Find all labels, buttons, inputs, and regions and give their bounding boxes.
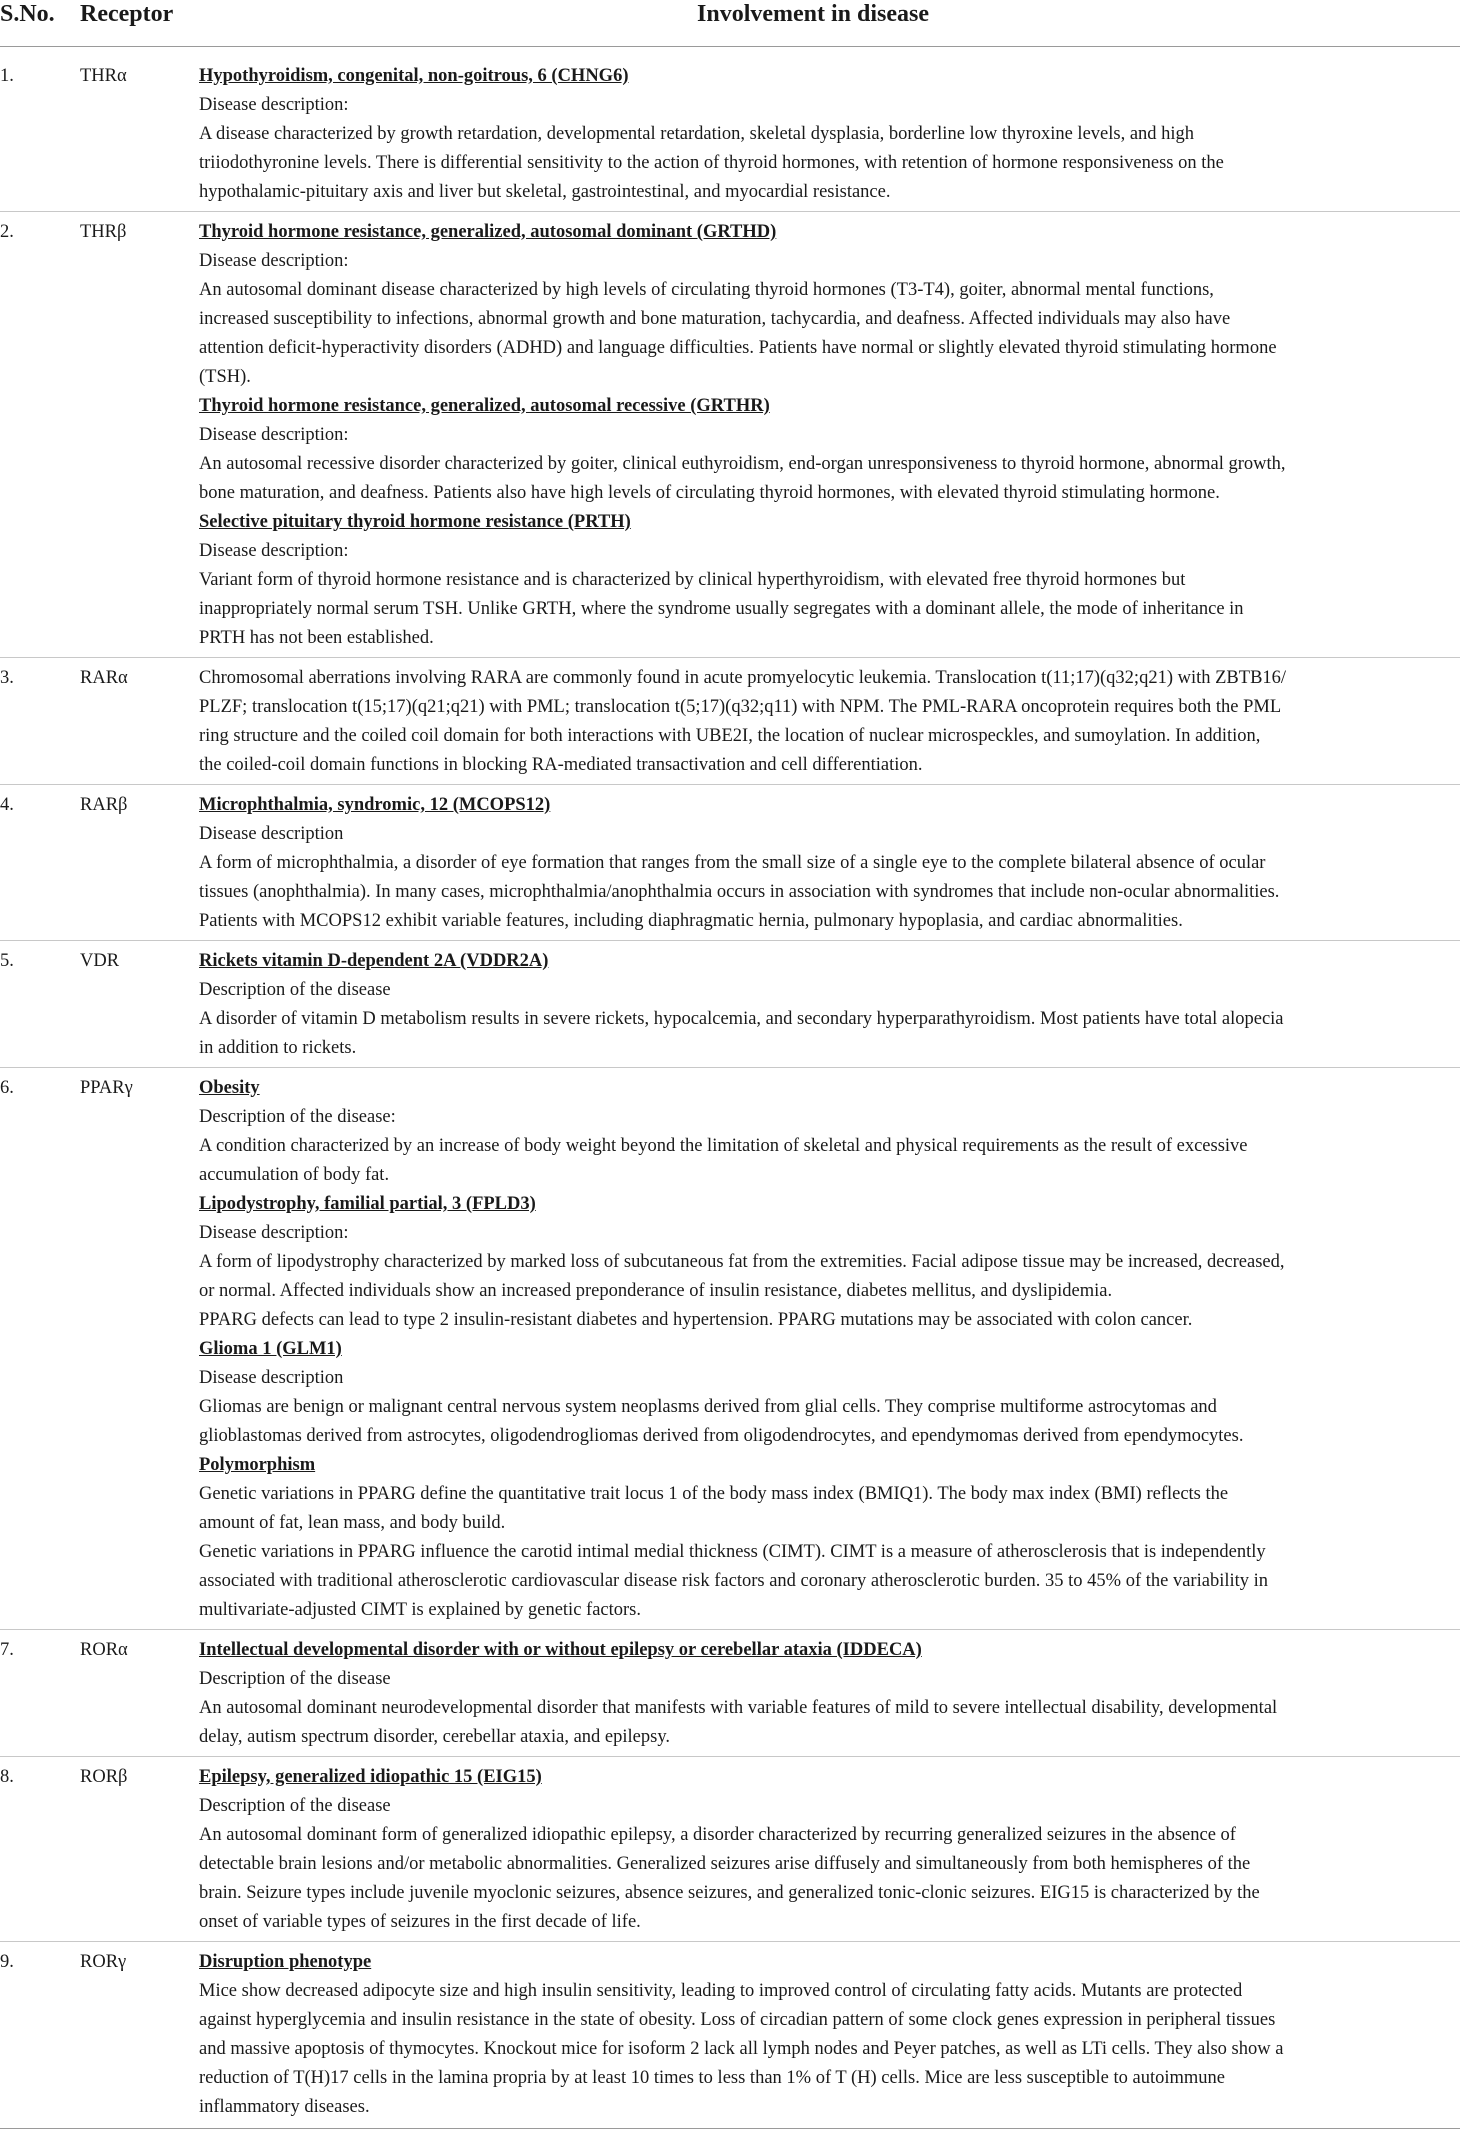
disease-description-line: amount of fat, lean mass, and body build. bbox=[199, 1513, 506, 1533]
row-involvement bbox=[199, 1763, 1457, 1937]
disease-description-line: the coiled-coil domain functions in blocking RA-mediated transactivation and cell differentiation. bbox=[199, 755, 923, 775]
disease-description-line: hypothalamic-pituitary axis and liver but skeletal, gastrointestinal, and myocardial resistance. bbox=[199, 182, 891, 202]
disease-description-line: A condition characterized by an increase of body weight beyond the limitation of skeletal and physical requirements as the result of excessive bbox=[199, 1136, 1248, 1156]
disease-description-line: Patients with MCOPS12 exhibit variable features, including diaphragmatic hernia, pulmonary hypoplasia, and cardiac abnormalities. bbox=[199, 911, 1183, 931]
row-divider bbox=[0, 1756, 1460, 1757]
row-involvement bbox=[199, 62, 1457, 207]
disease-description-line: in addition to rickets. bbox=[199, 1038, 357, 1058]
disease-name: Glioma 1 (GLM1) bbox=[199, 1339, 342, 1359]
disease-description-line: An autosomal dominant disease characterized by high levels of circulating thyroid hormones (T3-T4), goiter, abnormal mental functions, bbox=[199, 280, 1214, 300]
disease-name: Epilepsy, generalized idiopathic 15 (EIG15) bbox=[199, 1767, 542, 1787]
disease-description-line: An autosomal dominant neurodevelopmental disorder that manifests with variable features of mild to severe intellectual disability, developmental bbox=[199, 1698, 1278, 1718]
disease-description-line: Genetic variations in PPARG influence the carotid intimal medial thickness (CIMT). CIMT is a measure of atherosclerosis that is independently bbox=[199, 1542, 1266, 1562]
row-divider bbox=[0, 211, 1460, 212]
disease-description-line: detectable brain lesions and/or metabolic abnormalities. Generalized seizures arise diffusely and simultaneously from both hemispheres of the bbox=[199, 1854, 1251, 1874]
disease-description-line: inappropriately normal serum TSH. Unlike GRTH, where the syndrome usually segregates with a dominant allele, the mode of inheritance in bbox=[199, 599, 1244, 619]
disease-name: Obesity bbox=[199, 1078, 260, 1098]
disease-name: Intellectual developmental disorder with or without epilepsy or cerebellar ataxia (IDDECA) bbox=[199, 1640, 922, 1660]
disease-description-line: ring structure and the coiled coil domain for both interactions with UBE2I, the location of nuclear microspeckles, and sumoylation. In addition, bbox=[199, 726, 1261, 746]
disease-description-line: associated with traditional atherosclerotic cardiovascular disease risk factors and coronary atherosclerotic burden. 35 to 45% of the variability in bbox=[199, 1571, 1269, 1591]
disease-description-line: against hyperglycemia and insulin resistance in the state of obesity. Loss of circadian pattern of some clock genes expression in peripheral tissues bbox=[199, 2010, 1276, 2030]
disease-description-line: (TSH). bbox=[199, 367, 251, 387]
disease-description-line: delay, autism spectrum disorder, cerebellar ataxia, and epilepsy. bbox=[199, 1727, 670, 1747]
disease-description-line: multivariate-adjusted CIMT is explained by genetic factors. bbox=[199, 1600, 641, 1620]
disease-description-line: triiodothyronine levels. There is differential sensitivity to the action of thyroid hormones, with retention of hormone responsiveness on the bbox=[199, 153, 1224, 173]
disease-description-line: PPARG defects can lead to type 2 insulin-resistant diabetes and hypertension. PPARG mutations may be associated with colon cancer. bbox=[199, 1310, 1193, 1330]
row-number: 7. bbox=[0, 1640, 14, 1660]
disease-description-line: onset of variable types of seizures in the first decade of life. bbox=[199, 1912, 641, 1932]
disease-description-label: Description of the disease bbox=[199, 1669, 391, 1689]
header-involvement: Involvement in disease bbox=[697, 1, 930, 27]
disease-description-label: Description of the disease bbox=[199, 1796, 391, 1816]
disease-description-label: Disease description: bbox=[199, 251, 349, 271]
disease-name: Microphthalmia, syndromic, 12 (MCOPS12) bbox=[199, 795, 551, 815]
row-receptor: RORβ bbox=[80, 1767, 128, 1787]
disease-description-line: A disorder of vitamin D metabolism results in severe rickets, hypocalcemia, and secondary hyperparathyroidism. Most patients have total alopecia bbox=[199, 1009, 1284, 1029]
row-involvement bbox=[199, 664, 1457, 780]
row-number: 8. bbox=[0, 1767, 14, 1787]
row-involvement bbox=[199, 1074, 1457, 1625]
disease-description-label: Disease description bbox=[199, 824, 344, 844]
disease-description-line: or normal. Affected individuals show an increased preponderance of insulin resistance, diabetes mellitus, and dyslipidemia. bbox=[199, 1281, 1113, 1301]
row-receptor: THRα bbox=[80, 66, 127, 86]
disease-name: Disruption phenotype bbox=[199, 1952, 372, 1972]
row-number: 6. bbox=[0, 1078, 14, 1098]
disease-description-line: inflammatory diseases. bbox=[199, 2097, 370, 2117]
disease-description-line: PRTH has not been established. bbox=[199, 628, 434, 648]
disease-name: Rickets vitamin D-dependent 2A (VDDR2A) bbox=[199, 951, 549, 971]
disease-description-label: Disease description: bbox=[199, 1223, 349, 1243]
disease-description-line: reduction of T(H)17 cells in the lamina propria by at least 10 times to less than 1% of T (H) cells. Mice are less susceptible to autoimmune bbox=[199, 2068, 1225, 2088]
disease-description-line: Genetic variations in PPARG define the quantitative trait locus 1 of the body mass index (BMIQ1). The body max index (BMI) reflects the bbox=[199, 1484, 1229, 1504]
disease-description-line: An autosomal dominant form of generalized idiopathic epilepsy, a disorder characterized by recurring generalized seizures in the absence of bbox=[199, 1825, 1236, 1845]
row-divider bbox=[0, 940, 1460, 941]
disease-description-line: Mice show decreased adipocyte size and high insulin sensitivity, leading to improved control of circulating fatty acids. Mutants are protected bbox=[199, 1981, 1243, 2001]
disease-description-line: PLZF; translocation t(15;17)(q21;q21) with PML; translocation t(5;17)(q32;q11) with NPM. The PML-RARA oncoprotein requires both the PML bbox=[199, 697, 1282, 717]
disease-name: Hypothyroidism, congenital, non-goitrous, 6 (CHNG6) bbox=[199, 66, 629, 86]
disease-description-line: glioblastomas derived from astrocytes, oligodendrogliomas derived from oligodendrocytes, and ependymomas derived from ependymocytes. bbox=[199, 1426, 1244, 1446]
disease-description-line: Gliomas are benign or malignant central nervous system neoplasms derived from glial cells. They comprise multiforme astrocytomas and bbox=[199, 1397, 1217, 1417]
disease-name: Selective pituitary thyroid hormone resistance (PRTH) bbox=[199, 512, 631, 532]
row-receptor: THRβ bbox=[80, 222, 127, 242]
row-number: 2. bbox=[0, 222, 14, 242]
disease-description-label: Disease description: bbox=[199, 95, 349, 115]
disease-description-line: attention deficit-hyperactivity disorders (ADHD) and language difficulties. Patients have normal or slightly elevated thyroid stimulating hormone bbox=[199, 338, 1277, 358]
row-divider bbox=[0, 1941, 1460, 1942]
disease-name: Lipodystrophy, familial partial, 3 (FPLD3) bbox=[199, 1194, 536, 1214]
disease-description-label: Description of the disease: bbox=[199, 1107, 396, 1127]
disease-description-line: tissues (anophthalmia). In many cases, microphthalmia/anophthalmia occurs in association with syndromes that include non-ocular abnormalities. bbox=[199, 882, 1280, 902]
row-receptor: RORγ bbox=[80, 1952, 127, 1972]
row-involvement bbox=[199, 791, 1457, 936]
header-divider bbox=[0, 46, 1460, 47]
row-number: 9. bbox=[0, 1952, 14, 1972]
disease-description-line: Chromosomal aberrations involving RARA are commonly found in acute promyelocytic leukemia. Translocation t(11;17)(q32;q21) with ZBTB16/ bbox=[199, 668, 1287, 688]
disease-description-line: An autosomal recessive disorder characterized by goiter, clinical euthyroidism, end-organ unresponsiveness to thyroid hormone, abnormal growth, bbox=[199, 454, 1286, 474]
disease-description-line: increased susceptibility to infections, abnormal growth and bone maturation, tachycardia, and deafness. Affected individuals may also have bbox=[199, 309, 1231, 329]
disease-description-label: Disease description bbox=[199, 1368, 344, 1388]
row-number: 4. bbox=[0, 795, 14, 815]
row-involvement bbox=[199, 947, 1457, 1063]
row-receptor: RORα bbox=[80, 1640, 128, 1660]
disease-description-line: A disease characterized by growth retardation, developmental retardation, skeletal dysplasia, borderline low thyroxine levels, and high bbox=[199, 124, 1195, 144]
table-header bbox=[0, 0, 1460, 44]
disease-description-line: accumulation of body fat. bbox=[199, 1165, 390, 1185]
row-receptor: VDR bbox=[80, 951, 120, 971]
row-receptor: RARα bbox=[80, 668, 128, 688]
header-receptor: Receptor bbox=[80, 1, 174, 27]
row-divider bbox=[0, 784, 1460, 785]
disease-description-label: Disease description: bbox=[199, 425, 349, 445]
row-divider bbox=[0, 1067, 1460, 1068]
row-involvement bbox=[199, 1636, 1457, 1752]
disease-description-label: Disease description: bbox=[199, 541, 349, 561]
disease-name: Polymorphism bbox=[199, 1455, 316, 1475]
disease-name: Thyroid hormone resistance, generalized, autosomal recessive (GRTHR) bbox=[199, 396, 770, 416]
row-number: 1. bbox=[0, 66, 14, 86]
row-number: 5. bbox=[0, 951, 14, 971]
row-involvement bbox=[199, 218, 1457, 653]
row-divider bbox=[0, 657, 1460, 658]
row-receptor: PPARγ bbox=[80, 1078, 133, 1098]
row-involvement bbox=[199, 1948, 1457, 2122]
disease-description-line: A form of microphthalmia, a disorder of eye formation that ranges from the small size of a single eye to the complete bilateral absence of ocular bbox=[199, 853, 1266, 873]
row-number: 3. bbox=[0, 668, 14, 688]
disease-description-line: brain. Seizure types include juvenile myoclonic seizures, absence seizures, and generalized tonic-clonic seizures. EIG15 is characterized by the bbox=[199, 1883, 1260, 1903]
row-divider bbox=[0, 1629, 1460, 1630]
disease-name: Thyroid hormone resistance, generalized, autosomal dominant (GRTHD) bbox=[199, 222, 777, 242]
disease-description-line: and massive apoptosis of thymocytes. Knockout mice for isoform 2 lack all lymph nodes and Peyer patches, as well as LTi cells. They also show a bbox=[199, 2039, 1284, 2059]
header-sno: S.No. bbox=[0, 1, 55, 27]
disease-description-line: Variant form of thyroid hormone resistance and is characterized by clinical hyperthyroidism, with elevated free thyroid hormones but bbox=[199, 570, 1186, 590]
disease-description-line: A form of lipodystrophy characterized by marked loss of subcutaneous fat from the extremities. Facial adipose tissue may be increased, decreased, bbox=[199, 1252, 1285, 1272]
disease-description-label: Description of the disease bbox=[199, 980, 391, 1000]
disease-description-line: bone maturation, and deafness. Patients also have high levels of circulating thyroid hormones, with elevated thyroid stimulating hormone. bbox=[199, 483, 1220, 503]
row-receptor: RARβ bbox=[80, 795, 128, 815]
